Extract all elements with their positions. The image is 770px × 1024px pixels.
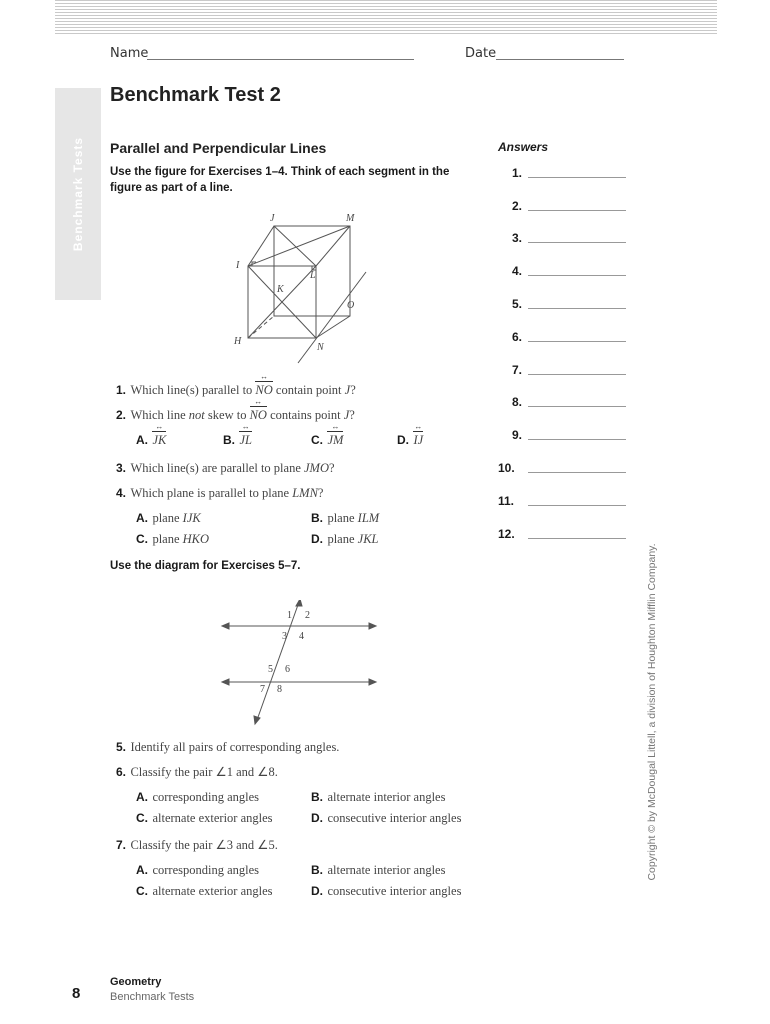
q7-choice-a[interactable]: A. corresponding angles bbox=[136, 863, 260, 877]
angle-label-7: 7 bbox=[260, 684, 265, 695]
q6-choice-a[interactable]: A. corresponding angles bbox=[136, 790, 260, 804]
instructions-figure: Use the figure for Exercises 1–4. Think of each segment in the bbox=[110, 166, 450, 178]
answer-number-10: 10. bbox=[498, 461, 515, 475]
label-L: L bbox=[310, 270, 316, 281]
date-field[interactable] bbox=[496, 59, 624, 60]
answer-field-3[interactable] bbox=[528, 242, 626, 243]
label-H: H bbox=[234, 336, 242, 347]
label-I: I bbox=[236, 260, 240, 271]
answer-field-6[interactable] bbox=[528, 341, 626, 342]
label-M: M bbox=[346, 213, 355, 224]
side-tab-label: Benchmark Tests bbox=[71, 136, 85, 252]
question-7: 7. Classify the pair ∠3 and ∠5. bbox=[116, 838, 278, 852]
answer-field-5[interactable] bbox=[528, 308, 626, 309]
q7-choice-c[interactable]: C. alternate exterior angles bbox=[136, 884, 273, 898]
copyright-notice: Copyright © by McDougal Littell, a division of Houghton Mifflin Company. bbox=[646, 543, 658, 881]
answer-number-6: 6. bbox=[512, 330, 523, 344]
q6-choice-d[interactable]: D. consecutive interior angles bbox=[311, 811, 462, 825]
q4-choice-b[interactable]: B. plane ILM bbox=[311, 511, 380, 525]
angle-label-4: 4 bbox=[299, 631, 304, 642]
prism-figure bbox=[228, 208, 378, 368]
answer-field-10[interactable] bbox=[528, 472, 626, 473]
question-3: 3. Which line(s) are parallel to plane JMO? bbox=[116, 461, 335, 475]
answer-field-11[interactable] bbox=[528, 505, 626, 506]
q2-choice-c[interactable]: C. JM ↔ bbox=[311, 431, 343, 449]
answer-field-9[interactable] bbox=[528, 439, 626, 440]
answer-number-12: 12. bbox=[498, 527, 515, 541]
q2-choice-a[interactable]: A. JK ↔ bbox=[136, 431, 166, 449]
label-K: K bbox=[277, 284, 284, 295]
q7-choice-d[interactable]: D. consecutive interior angles bbox=[311, 884, 462, 898]
answer-number-2: 2. bbox=[512, 199, 523, 213]
footer-section: Benchmark Tests bbox=[110, 991, 195, 1003]
angle-label-3: 3 bbox=[282, 631, 287, 642]
label-J: J bbox=[270, 213, 275, 224]
answer-field-1[interactable] bbox=[528, 177, 626, 178]
label-N: N bbox=[317, 342, 324, 353]
angle-label-5: 5 bbox=[268, 664, 273, 675]
answer-number-8: 8. bbox=[512, 395, 523, 409]
section-title: Parallel and Perpendicular Lines bbox=[110, 140, 327, 156]
q6-choice-b[interactable]: B. alternate interior angles bbox=[311, 790, 446, 804]
transversal-figure bbox=[220, 600, 380, 730]
answer-number-11: 11. bbox=[498, 494, 515, 508]
angle-label-1: 1 bbox=[287, 610, 292, 621]
answer-number-4: 4. bbox=[512, 264, 523, 278]
question-6: 6. Classify the pair ∠1 and ∠8. bbox=[116, 765, 278, 779]
answer-number-3: 3. bbox=[512, 231, 523, 245]
name-label: Name bbox=[110, 46, 149, 61]
header-stripes bbox=[55, 0, 717, 36]
question-1: 1. Which line(s) parallel to NO ↔ contain point J? bbox=[116, 381, 356, 399]
footer-course: Geometry bbox=[110, 976, 162, 988]
q2-choice-b[interactable]: B. JL ↔ bbox=[223, 431, 252, 449]
instructions-figure-cont: figure as part of a line. bbox=[110, 182, 233, 194]
page-number: 8 bbox=[72, 985, 81, 1002]
question-4: 4. Which plane is parallel to plane LMN? bbox=[116, 486, 324, 500]
q4-choice-d[interactable]: D. plane JKL bbox=[311, 532, 379, 546]
q4-choice-c[interactable]: C. plane HKO bbox=[136, 532, 210, 546]
answer-number-9: 9. bbox=[512, 428, 523, 442]
angle-label-8: 8 bbox=[277, 684, 282, 695]
question-5: 5. Identify all pairs of corresponding angles. bbox=[116, 740, 340, 754]
answer-field-2[interactable] bbox=[528, 210, 626, 211]
name-field[interactable] bbox=[147, 59, 414, 60]
q7-choice-b[interactable]: B. alternate interior angles bbox=[311, 863, 446, 877]
label-O: O bbox=[347, 300, 355, 311]
page-title: Benchmark Test 2 bbox=[110, 84, 281, 106]
question-2: 2. Which line not skew to NO ↔ contains point J? bbox=[116, 406, 355, 424]
angle-label-2: 2 bbox=[305, 610, 310, 621]
answer-field-8[interactable] bbox=[528, 406, 626, 407]
angle-label-6: 6 bbox=[285, 664, 290, 675]
date-label: Date bbox=[465, 46, 497, 61]
answer-number-7: 7. bbox=[512, 363, 523, 377]
answer-field-4[interactable] bbox=[528, 275, 626, 276]
answers-heading: Answers bbox=[498, 140, 549, 154]
q6-choice-c[interactable]: C. alternate exterior angles bbox=[136, 811, 273, 825]
answer-number-5: 5. bbox=[512, 297, 523, 311]
q2-choice-d[interactable]: D. IJ ↔ bbox=[397, 431, 423, 449]
answer-field-12[interactable] bbox=[528, 538, 626, 539]
q4-choice-a[interactable]: A. plane IJK bbox=[136, 511, 201, 525]
answer-number-1: 1. bbox=[512, 166, 523, 180]
answer-field-7[interactable] bbox=[528, 374, 626, 375]
instructions-diagram: Use the diagram for Exercises 5–7. bbox=[110, 560, 301, 572]
